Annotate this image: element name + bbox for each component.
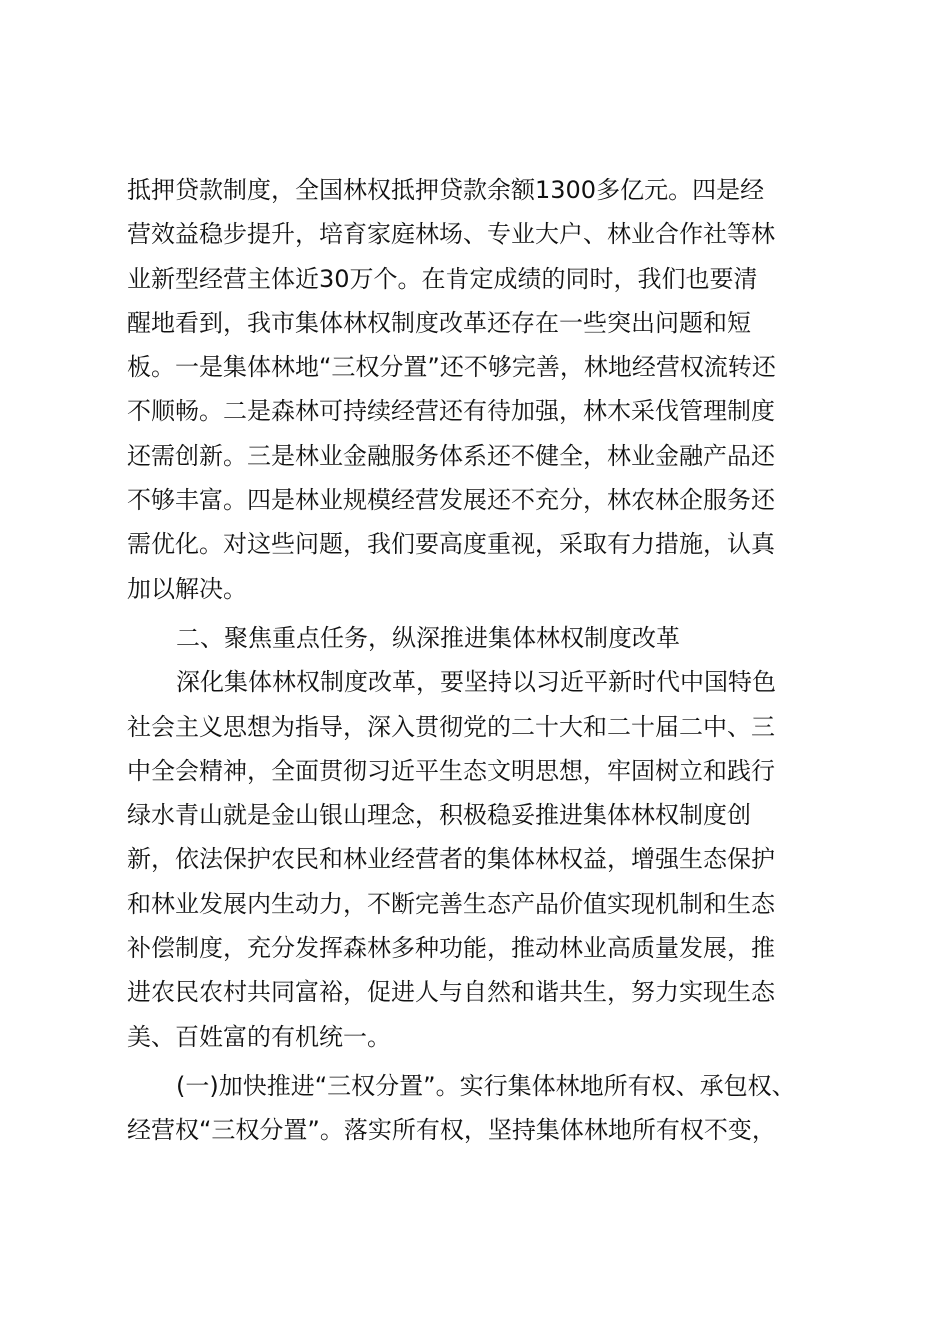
text-line: 抵押贷款制度，全国林权抵押贷款余额1300多亿元。四是经 — [127, 176, 765, 204]
text-line: 绿水青山就是金山银山理念，积极稳妥推进集体林权制度创 — [127, 801, 751, 830]
text-line: 社会主义思想为指导，深入贯彻党的二十大和二十届二中、三 — [127, 712, 775, 741]
text-line: 加以解决。 — [127, 574, 247, 603]
text-line: 业新型经营主体近30万个。在肯定成绩的同时，我们也要清 — [127, 264, 758, 293]
text-line: 板。一是集体林地“三权分置”还不够完善，林地经营权流转还 — [127, 353, 776, 382]
paragraph-3 — [127, 1064, 827, 1153]
text-line: 和林业发展内生动力，不断完善生态产品价值实现机制和生态 — [127, 889, 775, 918]
text-line: 需优化。对这些问题，我们要高度重视，采取有力措施，认真 — [127, 530, 775, 559]
document-body — [127, 168, 827, 1153]
section-heading: 二、聚焦重点任务，纵深推进集体林权制度改革 — [176, 623, 680, 652]
paragraph-1 — [127, 168, 827, 611]
text-line: 美、百姓富的有机统一。 — [127, 1022, 391, 1051]
text-line: 经营权“三权分置”。落实所有权，坚持集体林地所有权不变， — [127, 1116, 776, 1145]
paragraph-2 — [127, 660, 827, 1059]
text-line: 补偿制度，充分发挥森林多种功能，推动林业高质量发展，推 — [127, 934, 775, 963]
text-line: 还需创新。三是林业金融服务体系还不健全，林业金融产品还 — [127, 441, 775, 470]
text-line: 进农民农村共同富裕，促进人与自然和谐共生，努力实现生态 — [127, 978, 775, 1007]
text-line: 不顺畅。二是森林可持续经营还有待加强，林木采伐管理制度 — [127, 397, 775, 426]
text-line: 不够丰富。四是林业规模经营发展还不充分，林农林企服务还 — [127, 486, 775, 515]
text-line: 营效益稳步提升，培育家庭林场、专业大户、林业合作社等林 — [127, 220, 775, 249]
text-line: 深化集体林权制度改革，要坚持以习近平新时代中国特色 — [176, 668, 776, 697]
text-line: 醒地看到，我市集体林权制度改革还存在一些突出问题和短 — [127, 308, 751, 337]
text-line: (一)加快推进“三权分置”。实行集体林地所有权、承包权、 — [176, 1071, 796, 1100]
text-line: 新，依法保护农民和林业经营者的集体林权益，增强生态保护 — [127, 845, 775, 874]
text-line: 中全会精神，全面贯彻习近平生态文明思想，牢固树立和践行 — [127, 756, 775, 785]
